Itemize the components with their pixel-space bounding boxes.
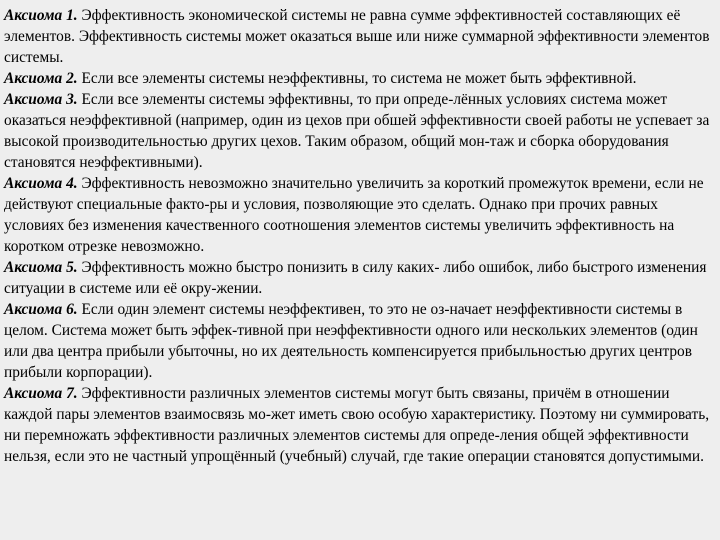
axiom-5 — [4, 257, 714, 299]
axiom-3-text: Если все элементы системы эффективны, то при опреде-лённых условиях система может оказаться неэффективной (например, один из цехов при обшей эффективности своей работы не успевает за высокой производительностью других цехов. Таким образом, общий мон-таж и сборка оборудования становятся неэффективными). — [4, 91, 710, 171]
axiom-3-label: Аксиома 3. — [4, 91, 78, 108]
axiom-5-label: Аксиома 5. — [4, 259, 78, 276]
axiom-1-text: Эффективность экономической системы не равна сумме эффективностей составляющих её элементов. Эффективность системы может оказаться выше или ниже суммарной эффективности элементов системы. — [4, 7, 710, 66]
axiom-5-text: Эффективность можно быстро понизить в силу каких- либо ошибок, либо быстрого изменения ситуации в системе или её окру-жении. — [4, 259, 707, 297]
axiom-2-text: Если все элементы системы неэффективны, то система не может быть эффективной. — [77, 70, 637, 87]
axioms-text — [4, 5, 714, 467]
axiom-3 — [4, 89, 714, 173]
axiom-4-text: Эффективность невозможно значительно увеличить за короткий промежуток времени, если не действуют специальные факто-ры и условия, позволяющие это сделать. Однако при прочих равных условиях без изменения качественного соотношения элементов системы увеличить эффективность на коротком отрезке невозможно. — [4, 175, 704, 255]
axiom-7-text: Эффективности различных элементов системы могут быть связаны, причём в отношении каждой пары элементов взаимосвязь мо-жет иметь свою особую характеристику. Поэтому ни суммировать, ни перемножать эффективности различных элементов системы для опреде-ления общей эффективности нельзя, если это не частный упрощённый (учебный) случай, где такие операции становятся допустимыми. — [4, 385, 710, 465]
axiom-6-text: Если один элемент системы неэффективен, то это не оз-начает неэффективности системы в целом. Система может быть эффек-тивной при неэффективности одного или нескольких элементов (один или два центра прибыли убыточны, но их деятельность компенсируется прибыльностью других центров прибыли корпорации). — [4, 301, 698, 381]
axiom-7-label: Аксиома 7. — [4, 385, 78, 402]
axiom-2 — [4, 68, 714, 89]
axiom-6-label: Аксиома 6. — [4, 301, 78, 318]
axiom-2-label: Аксиома 2. — [4, 70, 78, 87]
axiom-4-label: Аксиома 4. — [4, 175, 78, 192]
axiom-6 — [4, 299, 714, 383]
axiom-1 — [4, 5, 714, 68]
axiom-4 — [4, 173, 714, 257]
axiom-7 — [4, 383, 714, 467]
axiom-1-label: Аксиома 1. — [4, 7, 78, 24]
